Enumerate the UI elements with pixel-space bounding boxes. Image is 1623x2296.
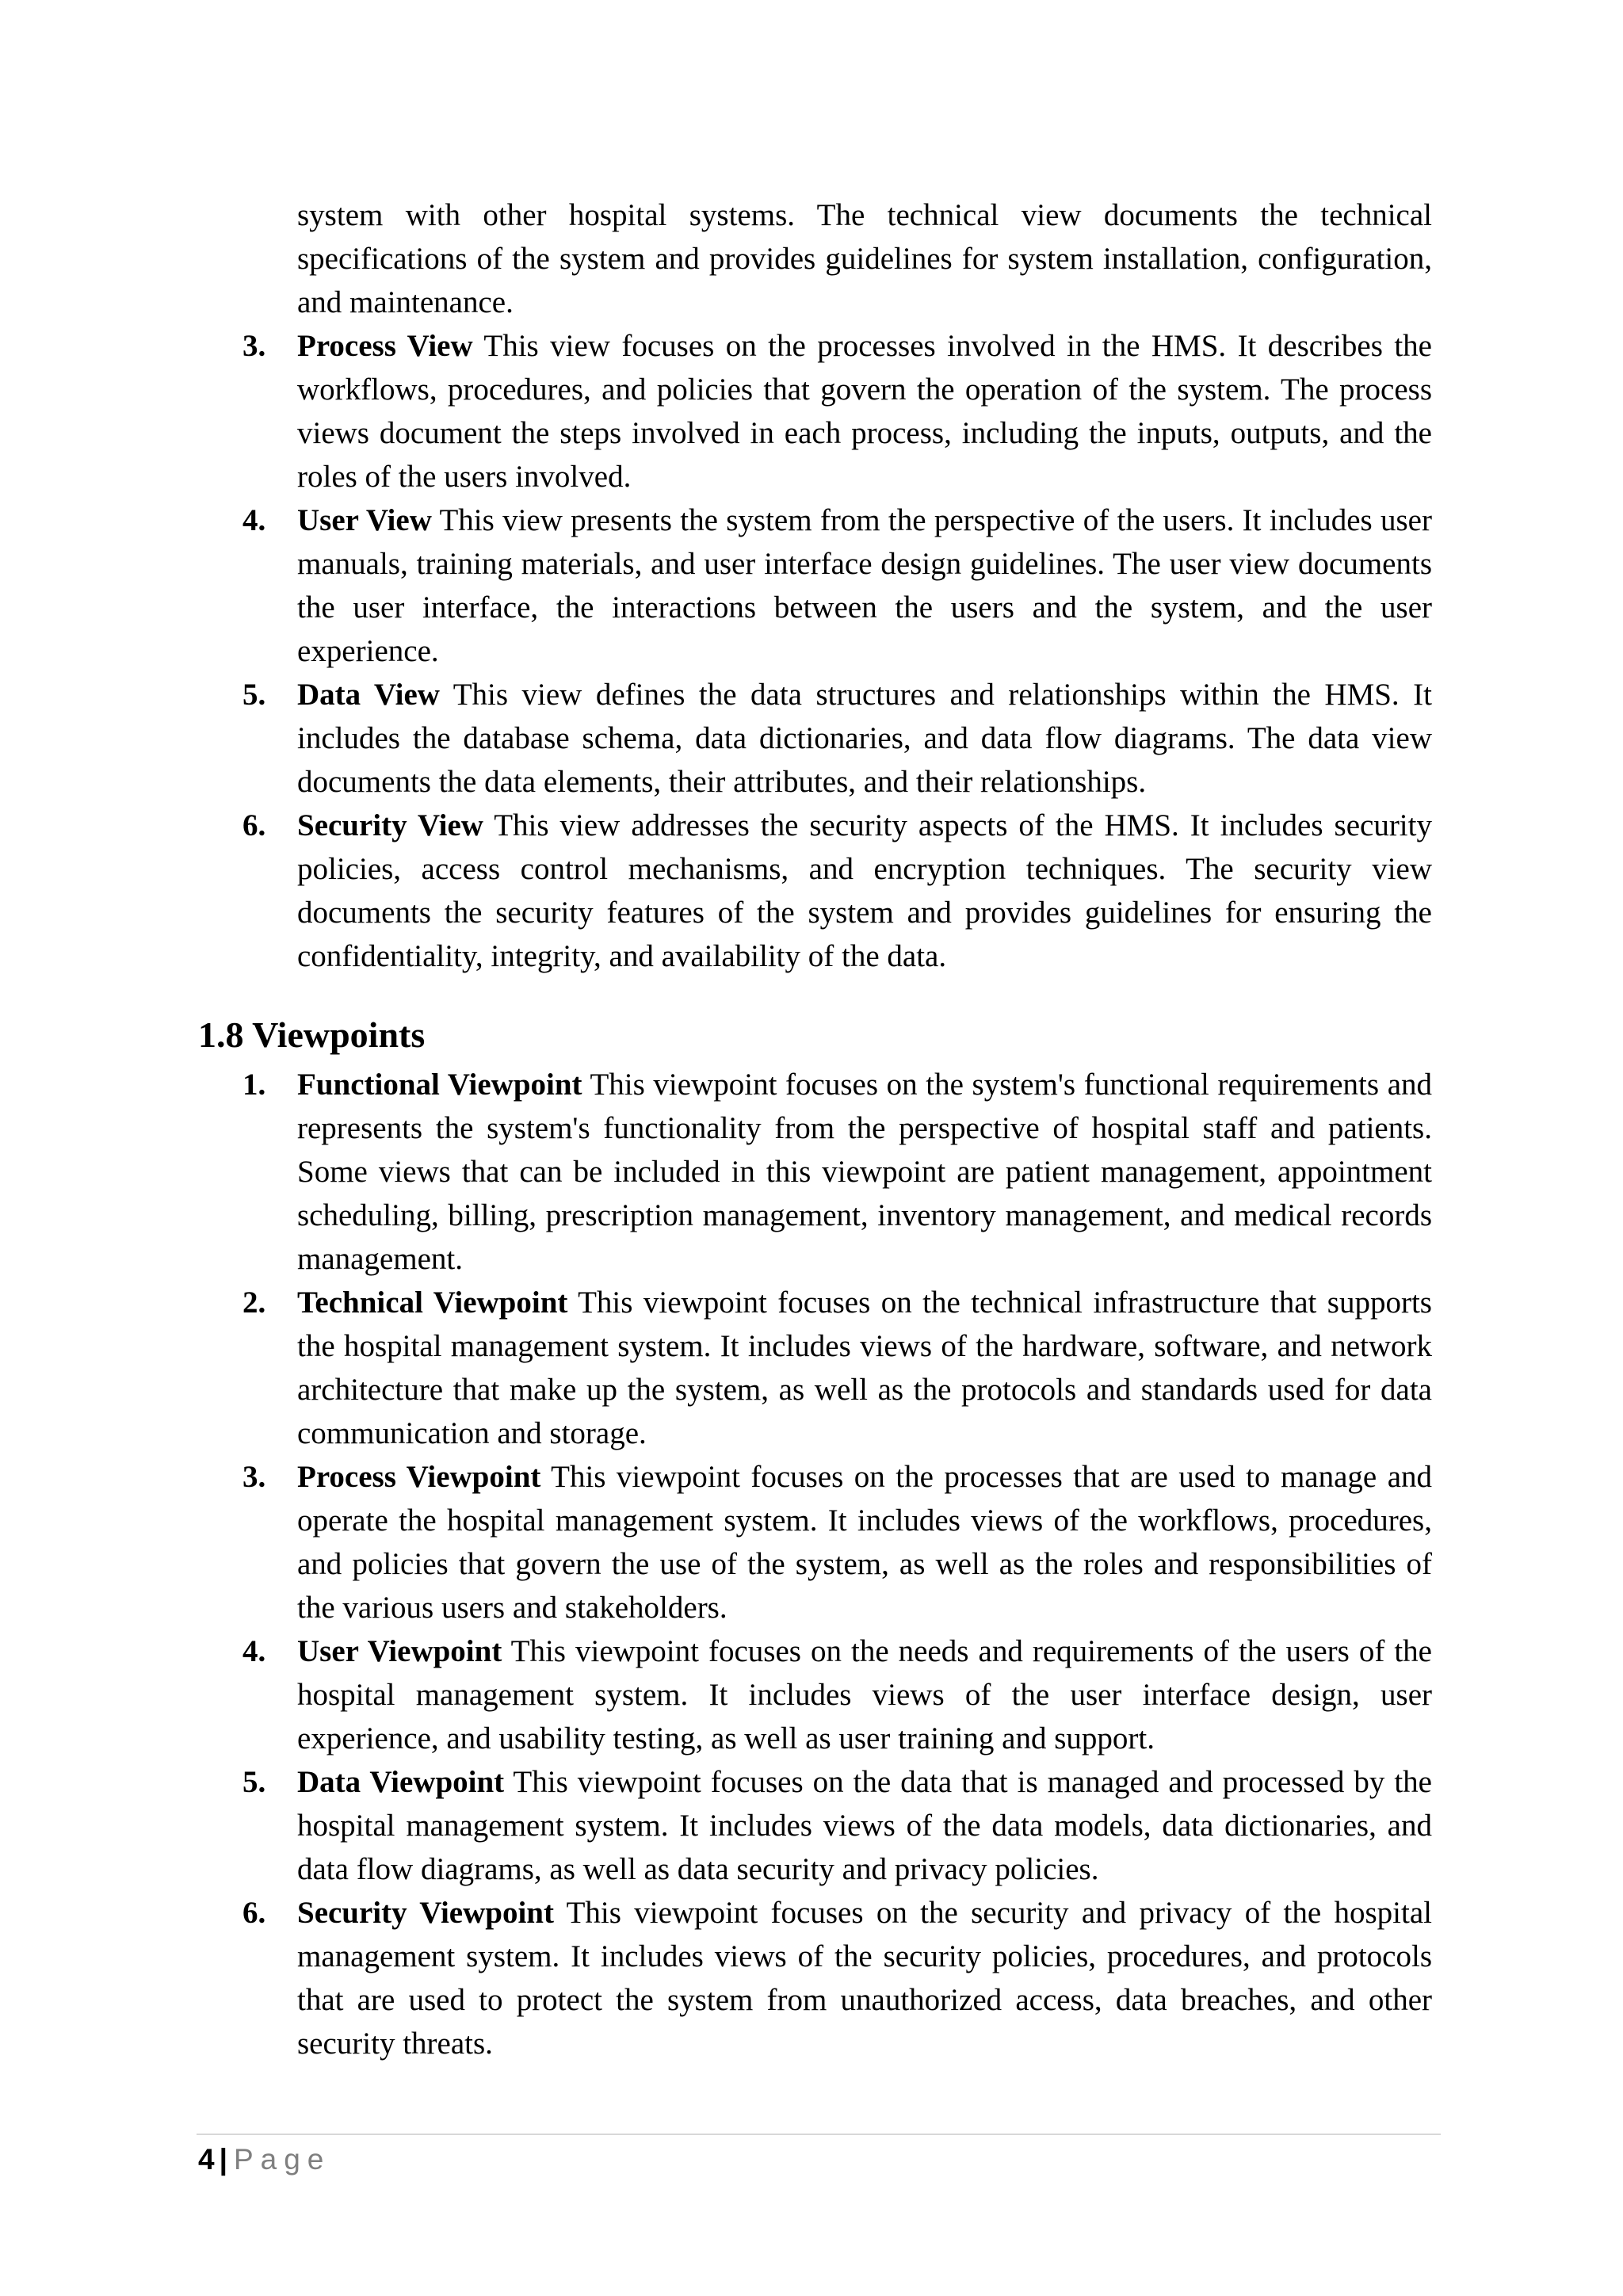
term-technical-viewpoint: Technical Viewpoint	[297, 1286, 568, 1320]
list-number: 4.	[242, 1634, 266, 1668]
list-item-security-viewpoint	[242, 1891, 1432, 2065]
views-list	[242, 324, 1432, 978]
list-number: 6.	[242, 1896, 266, 1930]
description-functional-viewpoint: This viewpoint focuses on the system's functional requirements and represents the system's functionality from the perspective of hospital staff and patients. Some views that can be included in this viewpoint are patient management, appointment scheduling, billing, prescription management, inventory management, and medical records management.	[297, 1068, 1432, 1276]
description-technical-viewpoint: This viewpoint focuses on the technical infrastructure that supports the hospital management system. It includes views of the hardware, software, and network architecture that make up the system, as well as the protocols and standards used for data communication and storage.	[297, 1286, 1432, 1450]
list-number: 3.	[242, 1460, 266, 1494]
description-process-viewpoint: This viewpoint focuses on the processes that are used to manage and operate the hospital management system. It includes views of the workflows, procedures, and policies that govern the use of the system, as well as the roles and responsibilities of the various users and stakeholders.	[297, 1460, 1432, 1625]
list-number: 6.	[242, 808, 266, 842]
list-number: 1.	[242, 1068, 266, 1102]
list-item-functional-viewpoint	[242, 1063, 1432, 1281]
description-user-view: This view presents the system from the perspective of the users. It includes user manuals, training materials, and user interface design guidelines. The user view documents the user interface, the interactions between the users and the system, and the user experience.	[297, 503, 1432, 668]
continuation-paragraph: system with other hospital systems. The technical view documents the technical specifications of the system and provides guidelines for system installation, configuration, and maintenance.	[297, 198, 1432, 319]
list-item-user-viewpoint	[242, 1629, 1432, 1760]
section-heading: 1.8 Viewpoints	[198, 1014, 426, 1055]
description-security-viewpoint: This viewpoint focuses on the security and privacy of the hospital management system. It includes views of the security policies, procedures, and protocols that are used to protect the system from unauthorized access, data breaches, and other security threats.	[297, 1896, 1432, 2061]
description-data-view: This view defines the data structures and relationships within the HMS. It includes the database schema, data dictionaries, and data flow diagrams. The data view documents the data elements, their attributes, and their relationships.	[297, 678, 1432, 799]
term-security-viewpoint: Security Viewpoint	[297, 1896, 554, 1930]
term-security-view: Security View	[297, 808, 483, 842]
term-user-view: User View	[297, 503, 432, 537]
footer-separator: |	[219, 2143, 227, 2176]
footer-divider	[197, 2134, 1441, 2135]
list-number: 5.	[242, 678, 266, 712]
list-item-data-viewpoint	[242, 1760, 1432, 1891]
term-data-viewpoint: Data Viewpoint	[297, 1765, 505, 1799]
term-data-view: Data View	[297, 678, 440, 712]
term-process-viewpoint: Process Viewpoint	[297, 1460, 541, 1494]
term-process-view: Process View	[297, 329, 473, 363]
list-item-security-view	[242, 804, 1432, 978]
term-user-viewpoint: User Viewpoint	[297, 1634, 502, 1668]
list-item-data-view	[242, 673, 1432, 804]
description-data-viewpoint: This viewpoint focuses on the data that is managed and processed by the hospital management system. It includes views of the data models, data dictionaries, and data flow diagrams, as well as data security and privacy policies.	[297, 1765, 1432, 1886]
list-item-technical-viewpoint	[242, 1281, 1432, 1455]
description-security-view: This view addresses the security aspects of the HMS. It includes security policies, access control mechanisms, and encryption techniques. The security view documents the security features of the system and provides guidelines for ensuring the confidentiality, integrity, and availability of the data.	[297, 808, 1432, 973]
page-footer	[198, 2140, 330, 2179]
page-number: 4	[198, 2143, 215, 2176]
list-number: 3.	[242, 329, 266, 363]
page-label: Page	[233, 2143, 331, 2176]
list-number: 4.	[242, 503, 266, 537]
list-item-user-view	[242, 499, 1432, 673]
list-item-process-viewpoint	[242, 1455, 1432, 1629]
list-number: 5.	[242, 1765, 266, 1799]
list-item-process-view	[242, 324, 1432, 499]
description-process-view: This view focuses on the processes involved in the HMS. It describes the workflows, procedures, and policies that govern the operation of the system. The process views document the steps involved in each process, including the inputs, outputs, and the roles of the users involved.	[297, 329, 1432, 494]
description-user-viewpoint: This viewpoint focuses on the needs and requirements of the users of the hospital management system. It includes views of the user interface design, user experience, and usability testing, as well as user training and support.	[297, 1634, 1432, 1755]
viewpoints-list	[242, 1063, 1432, 2065]
list-number: 2.	[242, 1286, 266, 1320]
term-functional-viewpoint: Functional Viewpoint	[297, 1068, 582, 1102]
